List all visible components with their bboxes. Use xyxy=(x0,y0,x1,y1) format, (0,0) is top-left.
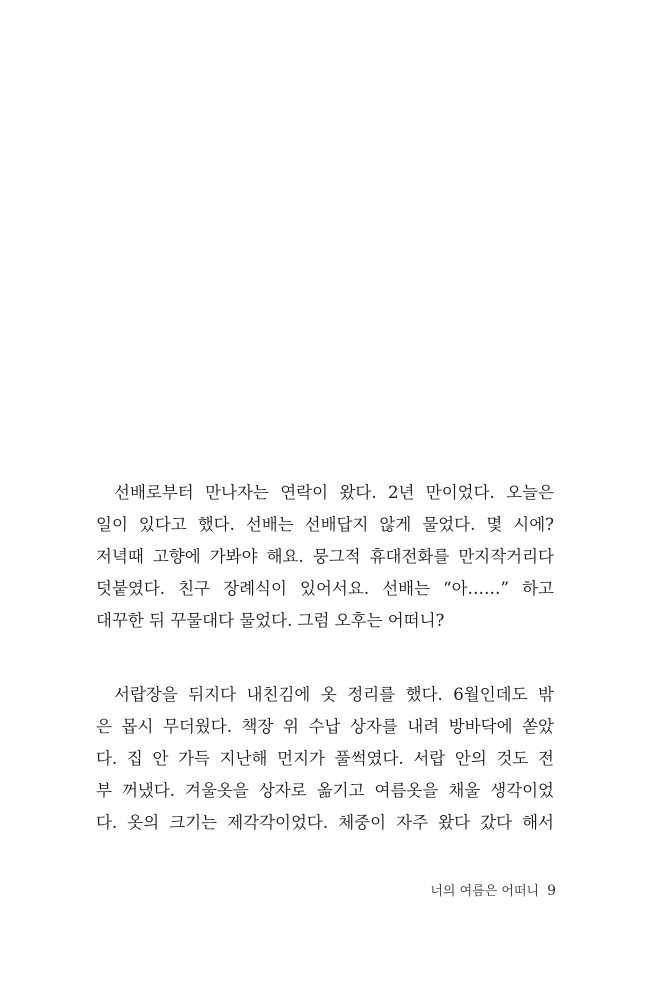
paragraph-line: 다. 집 안 가득 지난해 먼지가 풀썩였다. 서랍 안의 것도 전 xyxy=(96,749,554,768)
paragraph-line: 은 몹시 무더웠다. 책장 위 수납 상자를 내려 방바닥에 쏟았 xyxy=(96,717,554,736)
paragraph-1 xyxy=(96,477,554,637)
paragraph-line: 저녁때 고향에 가봐야 해요. 뭉그적 휴대전화를 만지작거리다 xyxy=(96,547,554,566)
paragraph-line: 대꾸한 뒤 꾸물대다 물었다. 그럼 오후는 어떠니? xyxy=(96,611,445,630)
paragraph-line: 덧붙였다. 친구 장례식이 있어서요. 선배는 “아……” 하고 xyxy=(96,579,554,598)
running-title: 너의 여름은 어떠니 xyxy=(430,884,540,899)
paragraph-line: 서랍장을 뒤지다 내친김에 옷 정리를 했다. 6월인데도 밖 xyxy=(114,685,554,704)
page-footer xyxy=(380,882,556,901)
paragraph-line: 일이 있다고 했다. 선배는 선배답지 않게 물었다. 몇 시에? xyxy=(96,515,554,534)
page-number: 9 xyxy=(547,883,556,899)
paragraph-line: 다. 옷의 크기는 제각각이었다. 체중이 자주 왔다 갔다 해서 xyxy=(96,813,554,832)
paragraph-line: 선배로부터 만나자는 연락이 왔다. 2년 만이었다. 오늘은 xyxy=(114,483,554,502)
paragraph-2 xyxy=(96,679,554,839)
paragraph-line: 부 꺼냈다. 겨울옷을 상자로 옮기고 여름옷을 채울 생각이었 xyxy=(96,781,554,800)
